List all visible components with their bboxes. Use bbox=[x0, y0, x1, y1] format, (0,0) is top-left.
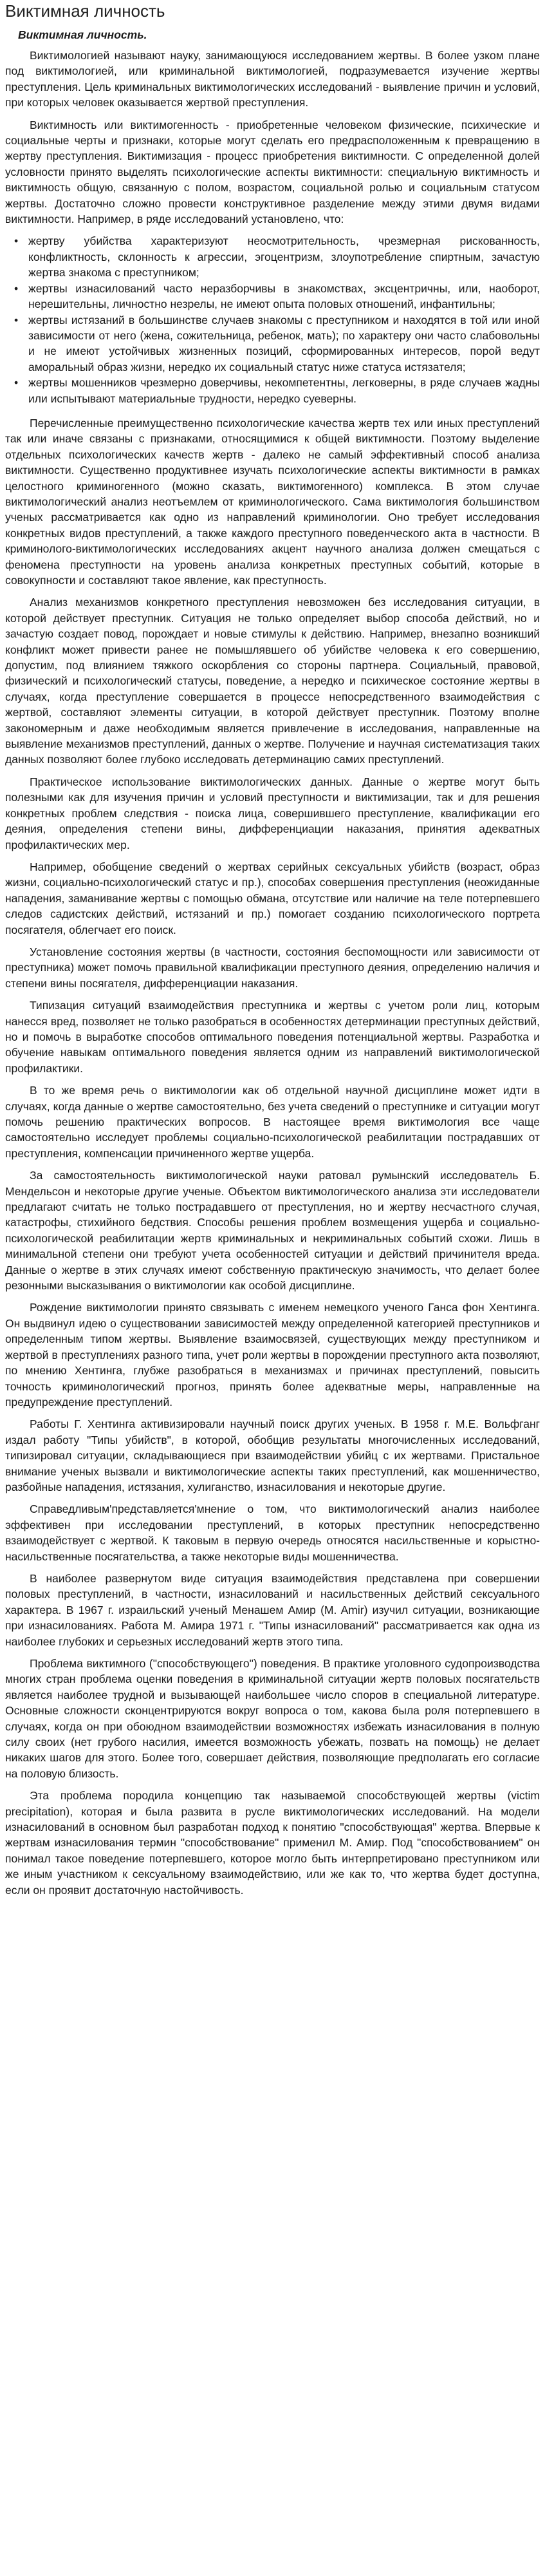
paragraph: Типизация ситуаций взаимодействия преступника и жертвы с учетом роли лиц, которым нанесся вред, позволяет не только разобраться в особенностях детерминации преступных действий, но и помочь в выработке способов оптимального поведения потенциальной жертвы. Разработка и обучение навыкам оптимального поведения является одним из направлений виктимологической профилактики. bbox=[5, 999, 540, 1075]
paragraph: В то же время речь о виктимологии как об отдельной научной дисциплине может идти в случаях, когда данные о жертве самостоятельно, без учета сведений о преступнике и ситуации могут помочь решению практических вопросов. В настоящее время виктимология все чаще самостоятельно исследует проблемы социально-психологической реабилитации пострадавших от преступления, компенсации причиненного жертве ущерба. bbox=[5, 1084, 540, 1160]
paragraph: Виктимность или виктимогенность - приобретенные человеком физические, психические и социальные черты и признаки, которые могут сделать его предрасположенным к превращению в жертву преступления. Виктимизация - процесс приобретения виктимности. С определенной долей условности принято выделять психологические аспекты виктимности: специальную виктимность и виктимность общую, связанную с полом, возрастом, социальной ролью и социальным статусом жертвы. Достаточно сложно провести конструктивное разделение между этими двумя видами виктимности. Например, в ряде исследований установлено, что: bbox=[5, 118, 540, 226]
list-item: • жертвы истязаний в большинстве случаев знакомы с преступником и находятся в той или иной зависимости от него (жена, сожительница, ребенок, мать); по характеру они часто слабовольны и не имеют устойчивых жизненных позиций, сформированных интересов, порой ведут аморальный образ жизни, нередко их социальный статус ниже статуса истязателя; bbox=[5, 312, 540, 375]
paragraph: За самостоятельность виктимологической науки ратовал румынский исследователь Б. Мендельсон и некоторые другие ученые. Объектом виктимологического анализа эти исследователи предлагают считать не только пострадавшего от преступления, но и жертву несчастного случая, катастрофы, стихийного бедствия. Способы решения проблем возмещения ущерба и социально-психологической реабилитации жертв криминальных и некриминальных событий схожи. Лишь в минимальной степени они требуют учета особенностей ситуации и действий причинителя вреда. Данные о жертве в этих случаях имеют собственную практическую значимость, что делает более резонными высказывания о виктимологии как особой дисциплине. bbox=[5, 1169, 540, 1293]
paragraph: Например, обобщение сведений о жертвах серийных сексуальных убийств (возраст, образ жизни, социально-психологический статус и пр.), способах совершения преступления (неожиданные нападения, заманивание жертвы с помощью обмана, отсутствие или наличие на теле потерпевшего следов садистских действий, истязаний и пр.) помогает созданию психологического портрета посягателя, облегчает его поиск. bbox=[5, 860, 540, 936]
paragraph: Виктимологией называют науку, занимающуюся исследованием жертвы. В более узком плане под виктимологией, или криминальной виктимологией, подразумевается изучение жертвы преступления. Цель криминальных виктимологических исследований - выявление причин и условий, при которых человек оказывается жертвой преступления. bbox=[5, 49, 540, 109]
list-item: • жертву убийства характеризуют неосмотрительность, чрезмерная рискованность, конфликтность, склонность к агрессии, эгоцентризм, злоупотребление спиртным, зачастую жертва знакома с преступником; bbox=[5, 233, 540, 280]
list-item: • жертвы мошенников чрезмерно доверчивы, некомпетентны, легковерны, в ряде случаев жадны или испытывают материальные трудности, нередко суеверны. bbox=[5, 375, 540, 406]
article-body bbox=[5, 48, 540, 1898]
paragraph: Эта проблема породила концепцию так называемой способствующей жертвы (victim precipitation), которая и была развита в русле виктимологических исследований. На модели изнасилований в основном был разработан подход к понятию "способствующая" жертва. Впервые к жертвам изнасилования термин "способствование" применил М. Амир. Под "способствованием" он понимал такое поведение потерпевшего, которое могло быть интерпретировано преступником или же иным участником к сексуальному взаимодействию, или же как то, что жертва будет доступна, если он проявит достаточную настойчивость. bbox=[5, 1789, 540, 1897]
findings-list bbox=[5, 233, 540, 406]
paragraph: Установление состояния жертвы (в частности, состояния беспомощности или зависимости от преступника) может помочь правильной квалификации преступного деяния, определению наличия и степени вины посягателя, дифференциации наказания. bbox=[5, 945, 540, 990]
paragraph: Практическое использование виктимологических данных. Данные о жертве могут быть полезными как для изучения причин и условий преступности и виктимизации, так и для решения конкретных проблем следствия - поиска лица, совершившего преступление, квалификации его деяния, определения степени вины, дифференциации наказания, принятия адекватных профилактических мер. bbox=[5, 775, 540, 851]
paragraph: Рождение виктимологии принято связывать с именем немецкого ученого Ганса фон Хентинга. Он выдвинул идею о существовании зависимостей между определенной категорией преступников и определенным типом жертвы. Выявление взаимосвязей, существующих между преступником и жертвой в преступлениях разного типа, учет роли жертвы в порождении преступного акта позволяют, по мнению Хентинга, глубже разобраться в механизмах и причинах преступлений, повысить точность криминологический прогноз, принять более адекватные меры, направленные на предупреждение преступлений. bbox=[5, 1301, 540, 1408]
paragraph: Справедливым'представляется'мнение о том, что виктимологический анализ наиболее эффективен при исследовании преступлений, в которых преступник непосредственно взаимодействует с жертвой. К таковым в первую очередь относятся насильственные и корыстно-насильственные посягательства, а также некоторые виды мошенничества. bbox=[5, 1502, 540, 1563]
paragraph: В наиболее развернутом виде ситуация взаимодействия представлена при совершении половых преступлений, в частности, изнасилований и насильственных действий сексуального характера. В 1967 г. израильский ученый Менашем Амир (M. Amir) изучил ситуации, возникающие при изнасилованиях. Работа М. Амира 1971 г. "Типы изнасилований" рассматривается как одна из наиболее глубоких и серьезных исследований жертв этого типа. bbox=[5, 1571, 540, 1648]
list-item: • жертвы изнасилований часто неразборчивы в знакомствах, эксцентричны, или, наоборот, нерешительны, личностно незрелы, не имеют опыта половых отношений, инфантильны; bbox=[5, 281, 540, 312]
section-subtitle: Виктимная личность. bbox=[18, 28, 147, 41]
paragraph: Проблема виктимного ("способствующего") поведения. В практике уголовного судопроизводства многих стран проблема оценки поведения в криминальной ситуации жертв половых посягательств является наиболее трудной и вызывающей наибольшее число споров в специальной литературе. Основные сложности сконцентрируются вокруг вопроса о том, какова была роля потерпевшего в случаях, когда он при обоюдном взаимодействии возможностях избежать изнасилования в полную силу своих (нет грубого насилия, имеется возможность убежать, позвать на помощь) не делает никаких шагов для этого. Более того, совершает действия, позволяющие предполагать его согласие на половую близость. bbox=[5, 1657, 540, 1780]
paragraph: Перечисленные преимущественно психологические качества жертв тех или иных преступлений так или иначе связаны с признаками, относящимися к общей виктимности. Поэтому выделение отдельных психологических качеств жертв - далеко не самый эффективный способ анализа виктимности. Существенно продуктивнее изучать психологические аспекты виктимности в рамках целостного криминогенного (можно сказать, виктимогенного) комплекса. В этом случае виктимологический анализ неотъемлем от криминологического. Сама виктимология большинством ученых рассматривается как одно из направлений криминологии. Оно требует исследования конкретных видов преступлений, а также каждого преступного поведенческого акта в частности. В криминолого-виктимологических исследованиях акцент научного анализа должен смещаться с феномена преступности на уровень анализа конкретных преступных событий, которые в совокупности и составляют такое явление, как преступность. bbox=[5, 416, 540, 587]
paragraph: Работы Г. Хентинга активизировали научный поиск других ученых. В 1958 г. М.Е. Вольфганг издал работу "Типы убийств", в которой, обобщив результаты многочисленных исследований, типизировал ситуации, складывающиеся при взаимодействии убийц с их жертвами. Пристальное внимание ученых вызвали и виктимологические аспекты таких преступлений, как мошенничество, разбойные нападения, истязания, хулиганство, изнасилования и некоторые другие. bbox=[5, 1417, 540, 1493]
page-title: Виктимная личность bbox=[5, 1, 165, 21]
paragraph: Анализ механизмов конкретного преступления невозможен без исследования ситуации, в которой действует преступник. Ситуация не только определяет выбор способа действий, но и зачастую создает повод, порождает и новые стимулы к действию. Например, внезапно возникший конфликт может привести ранее не помышлявшего об убийстве человека к его совершению, допустим, под влиянием тяжкого оскорбления со стороны партнера. Социальный, правовой, физический и психологический статусы, поведение, а нередко и психическое состояние жертвы в случаях, когда преступление совершается в процессе непосредственного взаимодействия с жертвой, составляют элементы ситуации, в которой действует преступник. Поэтому вполне закономерным и даже необходимым является привлечение в исследования, направленные на выявление механизмов преступлений, данных о жертве. Получение и научная систематизация таких данных позволяют более глубоко исследовать детерминацию самих преступлений. bbox=[5, 596, 540, 766]
